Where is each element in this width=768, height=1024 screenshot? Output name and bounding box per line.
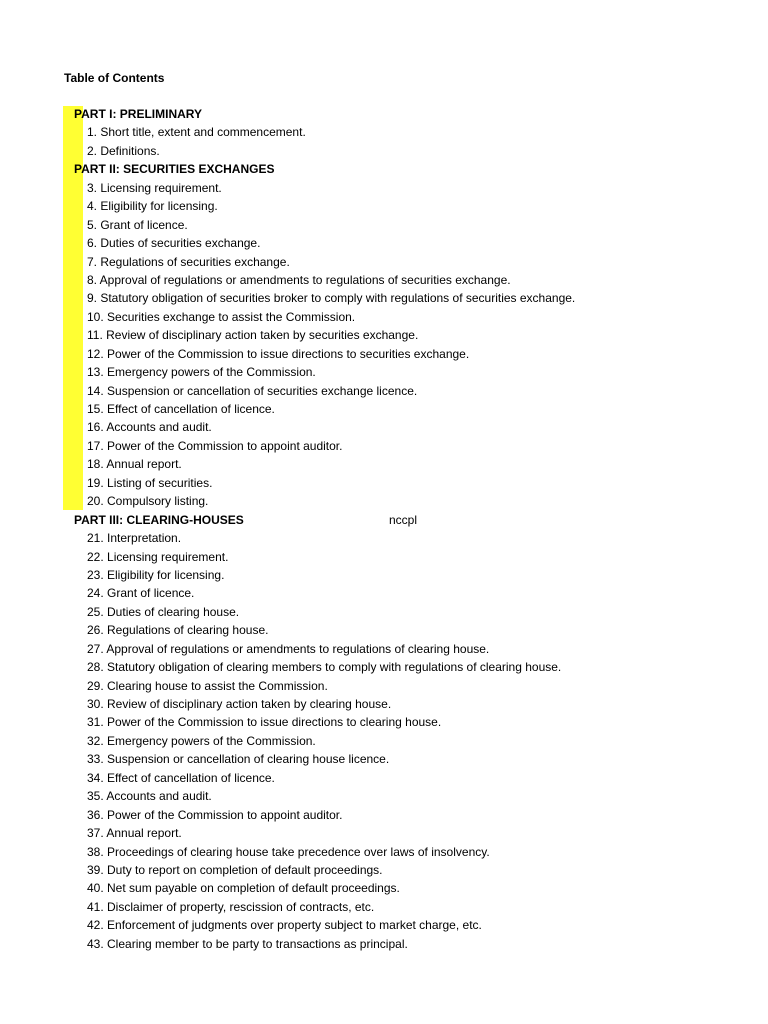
- toc-entry: [0, 529, 768, 547]
- toc-entry: [0, 677, 768, 695]
- toc-entry: [0, 216, 768, 234]
- entry-text: 8. Approval of regulations or amendments to regulations of securities exchange.: [87, 272, 511, 287]
- entry-text: 25. Duties of clearing house.: [87, 604, 240, 619]
- toc-entry: [0, 935, 768, 953]
- entry-text: 24. Grant of licence.: [87, 586, 195, 601]
- entry-text: 6. Duties of securities exchange.: [87, 236, 261, 251]
- entry-text: 29. Clearing house to assist the Commission.: [87, 678, 328, 693]
- entry-text: 12. Power of the Commission to issue directions to securities exchange.: [87, 346, 470, 361]
- entry-text: 28. Statutory obligation of clearing members to comply with regulations of clearing house.: [87, 660, 562, 675]
- toc-part-heading: [0, 160, 768, 178]
- toc-entry: [0, 437, 768, 455]
- toc-entry: [0, 640, 768, 658]
- toc-entry: [0, 861, 768, 879]
- entry-text: 30. Review of disciplinary action taken by clearing house.: [87, 697, 392, 711]
- entry-text: 10. Securities exchange to assist the Commission.: [87, 309, 356, 324]
- entry-text: 34. Effect of cancellation of licence.: [87, 770, 275, 785]
- entry-text: 3. Licensing requirement.: [87, 180, 222, 195]
- part-heading-text: PART II: SECURITIES EXCHANGES: [74, 162, 275, 177]
- entry-text: 5. Grant of licence.: [87, 217, 188, 232]
- entry-text: 20. Compulsory listing.: [87, 494, 209, 509]
- toc-entry: [0, 566, 768, 584]
- toc-entry: [0, 658, 768, 676]
- toc-entry: [0, 824, 768, 842]
- toc-entry: [0, 289, 768, 307]
- entry-text: 19. Listing of securities.: [87, 475, 213, 490]
- toc-entry: [0, 492, 768, 510]
- entry-text: 35. Accounts and audit.: [87, 789, 212, 804]
- entry-text: 22. Licensing requirement.: [87, 549, 229, 564]
- entry-text: 39. Duty to report on completion of default proceedings.: [87, 862, 383, 877]
- toc-entry: [0, 769, 768, 787]
- entry-text: 14. Suspension or cancellation of securities exchange licence.: [87, 383, 418, 398]
- toc-entry: [0, 308, 768, 326]
- toc-entry: [0, 732, 768, 750]
- entry-text: 43. Clearing member to be party to transactions as principal.: [87, 936, 408, 951]
- toc-entry: [0, 806, 768, 824]
- entry-text: 40. Net sum payable on completion of default proceedings.: [87, 881, 400, 896]
- toc-entry: [0, 253, 768, 271]
- toc-title: Table of Contents: [64, 71, 165, 85]
- toc-part-heading: [0, 105, 768, 123]
- toc-entry: [0, 603, 768, 621]
- entry-text: 38. Proceedings of clearing house take precedence over laws of insolvency.: [87, 844, 490, 859]
- toc-entry: [0, 123, 768, 141]
- entry-text: 2. Definitions.: [87, 143, 160, 158]
- entry-text: 4. Eligibility for licensing.: [87, 199, 218, 214]
- margin-note: nccpl: [389, 512, 418, 527]
- toc-entry: [0, 382, 768, 400]
- entry-text: 7. Regulations of securities exchange.: [87, 254, 290, 269]
- entry-text: 17. Power of the Commission to appoint auditor.: [87, 438, 343, 453]
- toc-entry: [0, 474, 768, 492]
- toc-entry: [0, 621, 768, 639]
- table-of-contents: [0, 105, 768, 953]
- toc-entry: [0, 363, 768, 381]
- toc-entry: [0, 234, 768, 252]
- entry-text: 31. Power of the Commission to issue directions to clearing house.: [87, 715, 442, 730]
- toc-entry: [0, 916, 768, 934]
- toc-entry: [0, 142, 768, 160]
- toc-entry: [0, 197, 768, 215]
- toc-entry: [0, 695, 768, 713]
- entry-text: 16. Accounts and audit.: [87, 420, 212, 435]
- toc-entry: [0, 345, 768, 363]
- entry-text: 26. Regulations of clearing house.: [87, 623, 269, 638]
- entry-text: 23. Eligibility for licensing.: [87, 567, 225, 582]
- entry-text: 11. Review of disciplinary action taken by securities exchange.: [87, 328, 419, 343]
- toc-entry: [0, 843, 768, 861]
- toc-entry: [0, 879, 768, 897]
- entry-text: 18. Annual report.: [87, 457, 182, 472]
- toc-entry: [0, 898, 768, 916]
- toc-entry: [0, 326, 768, 344]
- toc-entry: [0, 750, 768, 768]
- toc-entry: [0, 787, 768, 805]
- toc-entry: [0, 455, 768, 473]
- entry-text: 9. Statutory obligation of securities broker to comply with regulations of securities exchange.: [87, 291, 576, 306]
- entry-text: 15. Effect of cancellation of licence.: [87, 402, 275, 416]
- entry-text: 33. Suspension or cancellation of clearing house licence.: [87, 752, 390, 767]
- entry-text: 13. Emergency powers of the Commission.: [87, 365, 316, 380]
- toc-entry: [0, 271, 768, 289]
- toc-entry: [0, 584, 768, 602]
- toc-entry: [0, 548, 768, 566]
- toc-entry: [0, 713, 768, 731]
- part-heading-text: PART I: PRELIMINARY: [74, 107, 202, 121]
- entry-text: 37. Annual report.: [87, 826, 182, 841]
- part-heading-text: PART III: CLEARING-HOUSES: [74, 512, 244, 527]
- toc-part-heading: [0, 511, 768, 529]
- entry-text: 41. Disclaimer of property, rescission of contracts, etc.: [87, 899, 375, 914]
- entry-text: 1. Short title, extent and commencement.: [87, 125, 306, 140]
- toc-entry: [0, 418, 768, 436]
- toc-entry: [0, 400, 768, 418]
- entry-text: 36. Power of the Commission to appoint auditor.: [87, 807, 343, 822]
- entry-text: 21. Interpretation.: [87, 531, 182, 546]
- toc-entry: [0, 179, 768, 197]
- entry-text: 27. Approval of regulations or amendments to regulations of clearing house.: [87, 641, 490, 656]
- entry-text: 32. Emergency powers of the Commission.: [87, 733, 316, 748]
- entry-text: 42. Enforcement of judgments over property subject to market charge, etc.: [87, 918, 482, 933]
